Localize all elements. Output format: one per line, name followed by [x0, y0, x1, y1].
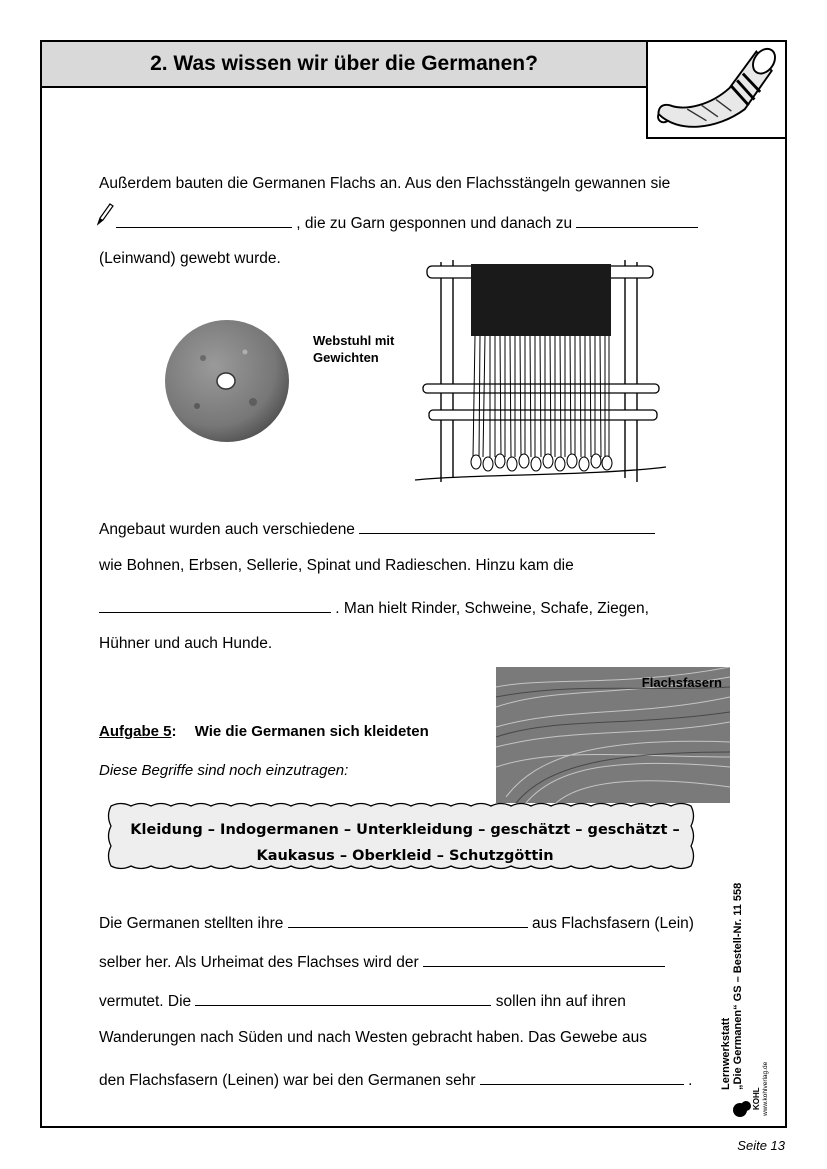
page-number: Seite 13	[737, 1138, 785, 1153]
drinking-horn-icon	[648, 42, 785, 137]
text-angebaut: Angebaut wurden auch verschiedene	[99, 519, 655, 538]
publisher-logo	[730, 1052, 770, 1118]
text-flachs-intro: Außerdem bauten die Germanen Flachs an. Aus den Flachsstängeln gewannen sie	[99, 175, 671, 192]
task-heading: Aufgabe 5: Wie die Germanen sich kleideten	[99, 723, 429, 740]
sidebar-order-info: Lernwerkstatt „Die Germanen“ GS – Bestell-Nr. 11 558	[720, 882, 744, 1090]
blank-2[interactable]	[576, 213, 698, 228]
pencil-icon	[96, 202, 114, 231]
drinking-horn-illustration	[646, 40, 787, 139]
spindle-weight-image	[163, 318, 291, 449]
text-kleidung-5: den Flachsfasern (Leinen) war bei den Germanen sehr .	[99, 1072, 693, 1089]
flax-fibers-photo	[496, 667, 730, 803]
blank-4[interactable]	[99, 598, 331, 613]
blank-7[interactable]	[195, 991, 491, 1006]
text-flachs-line2: , die zu Garn gesponnen und danach zu	[116, 213, 698, 232]
task-hint: Diese Begriffe sind noch einzutragen:	[99, 762, 349, 779]
blank-1[interactable]	[116, 213, 292, 228]
text-rinder: . Man hielt Rinder, Schweine, Schafe, Ziegen,	[99, 598, 649, 617]
blank-3[interactable]	[359, 519, 655, 534]
title-bar	[40, 40, 648, 88]
loom-illustration	[413, 252, 668, 492]
blank-8[interactable]	[480, 1070, 684, 1085]
blank-5[interactable]	[288, 913, 528, 928]
text-kleidung-3: vermutet. Die sollen ihn auf ihren	[99, 993, 626, 1010]
blank-6[interactable]	[423, 952, 665, 967]
text-gemuese: wie Bohnen, Erbsen, Sellerie, Spinat und Radieschen. Hinzu kam die	[99, 557, 574, 574]
text-kleidung-2: selber her. Als Urheimat des Flachses wird der	[99, 952, 665, 971]
text-kleidung-1: Die Germanen stellten ihre aus Flachsfasern (Lein)	[99, 915, 694, 932]
word-bank-text: Kleidung – Indogermanen – Unterkleidung – geschätzt – geschätzt – Kaukasus – Oberkleid – Schutzgöttin	[130, 822, 680, 864]
text-kleidung-4: Wanderungen nach Süden und nach Westen gebracht haben. Das Gewebe aus	[99, 1029, 648, 1046]
text-leinwand: (Leinwand) gewebt wurde.	[99, 250, 281, 267]
publisher-name: KOHL	[752, 1087, 761, 1110]
publisher-website: www.kohlverlag.de	[762, 1061, 769, 1116]
flax-caption: Flachsfasern	[641, 675, 722, 690]
loom-caption: Webstuhl mit Gewichten	[313, 333, 395, 365]
page-title: 2. Was wissen wir über die Germanen?	[150, 52, 538, 75]
word-bank	[99, 802, 711, 880]
text-huehner: Hühner und auch Hunde.	[99, 635, 273, 652]
